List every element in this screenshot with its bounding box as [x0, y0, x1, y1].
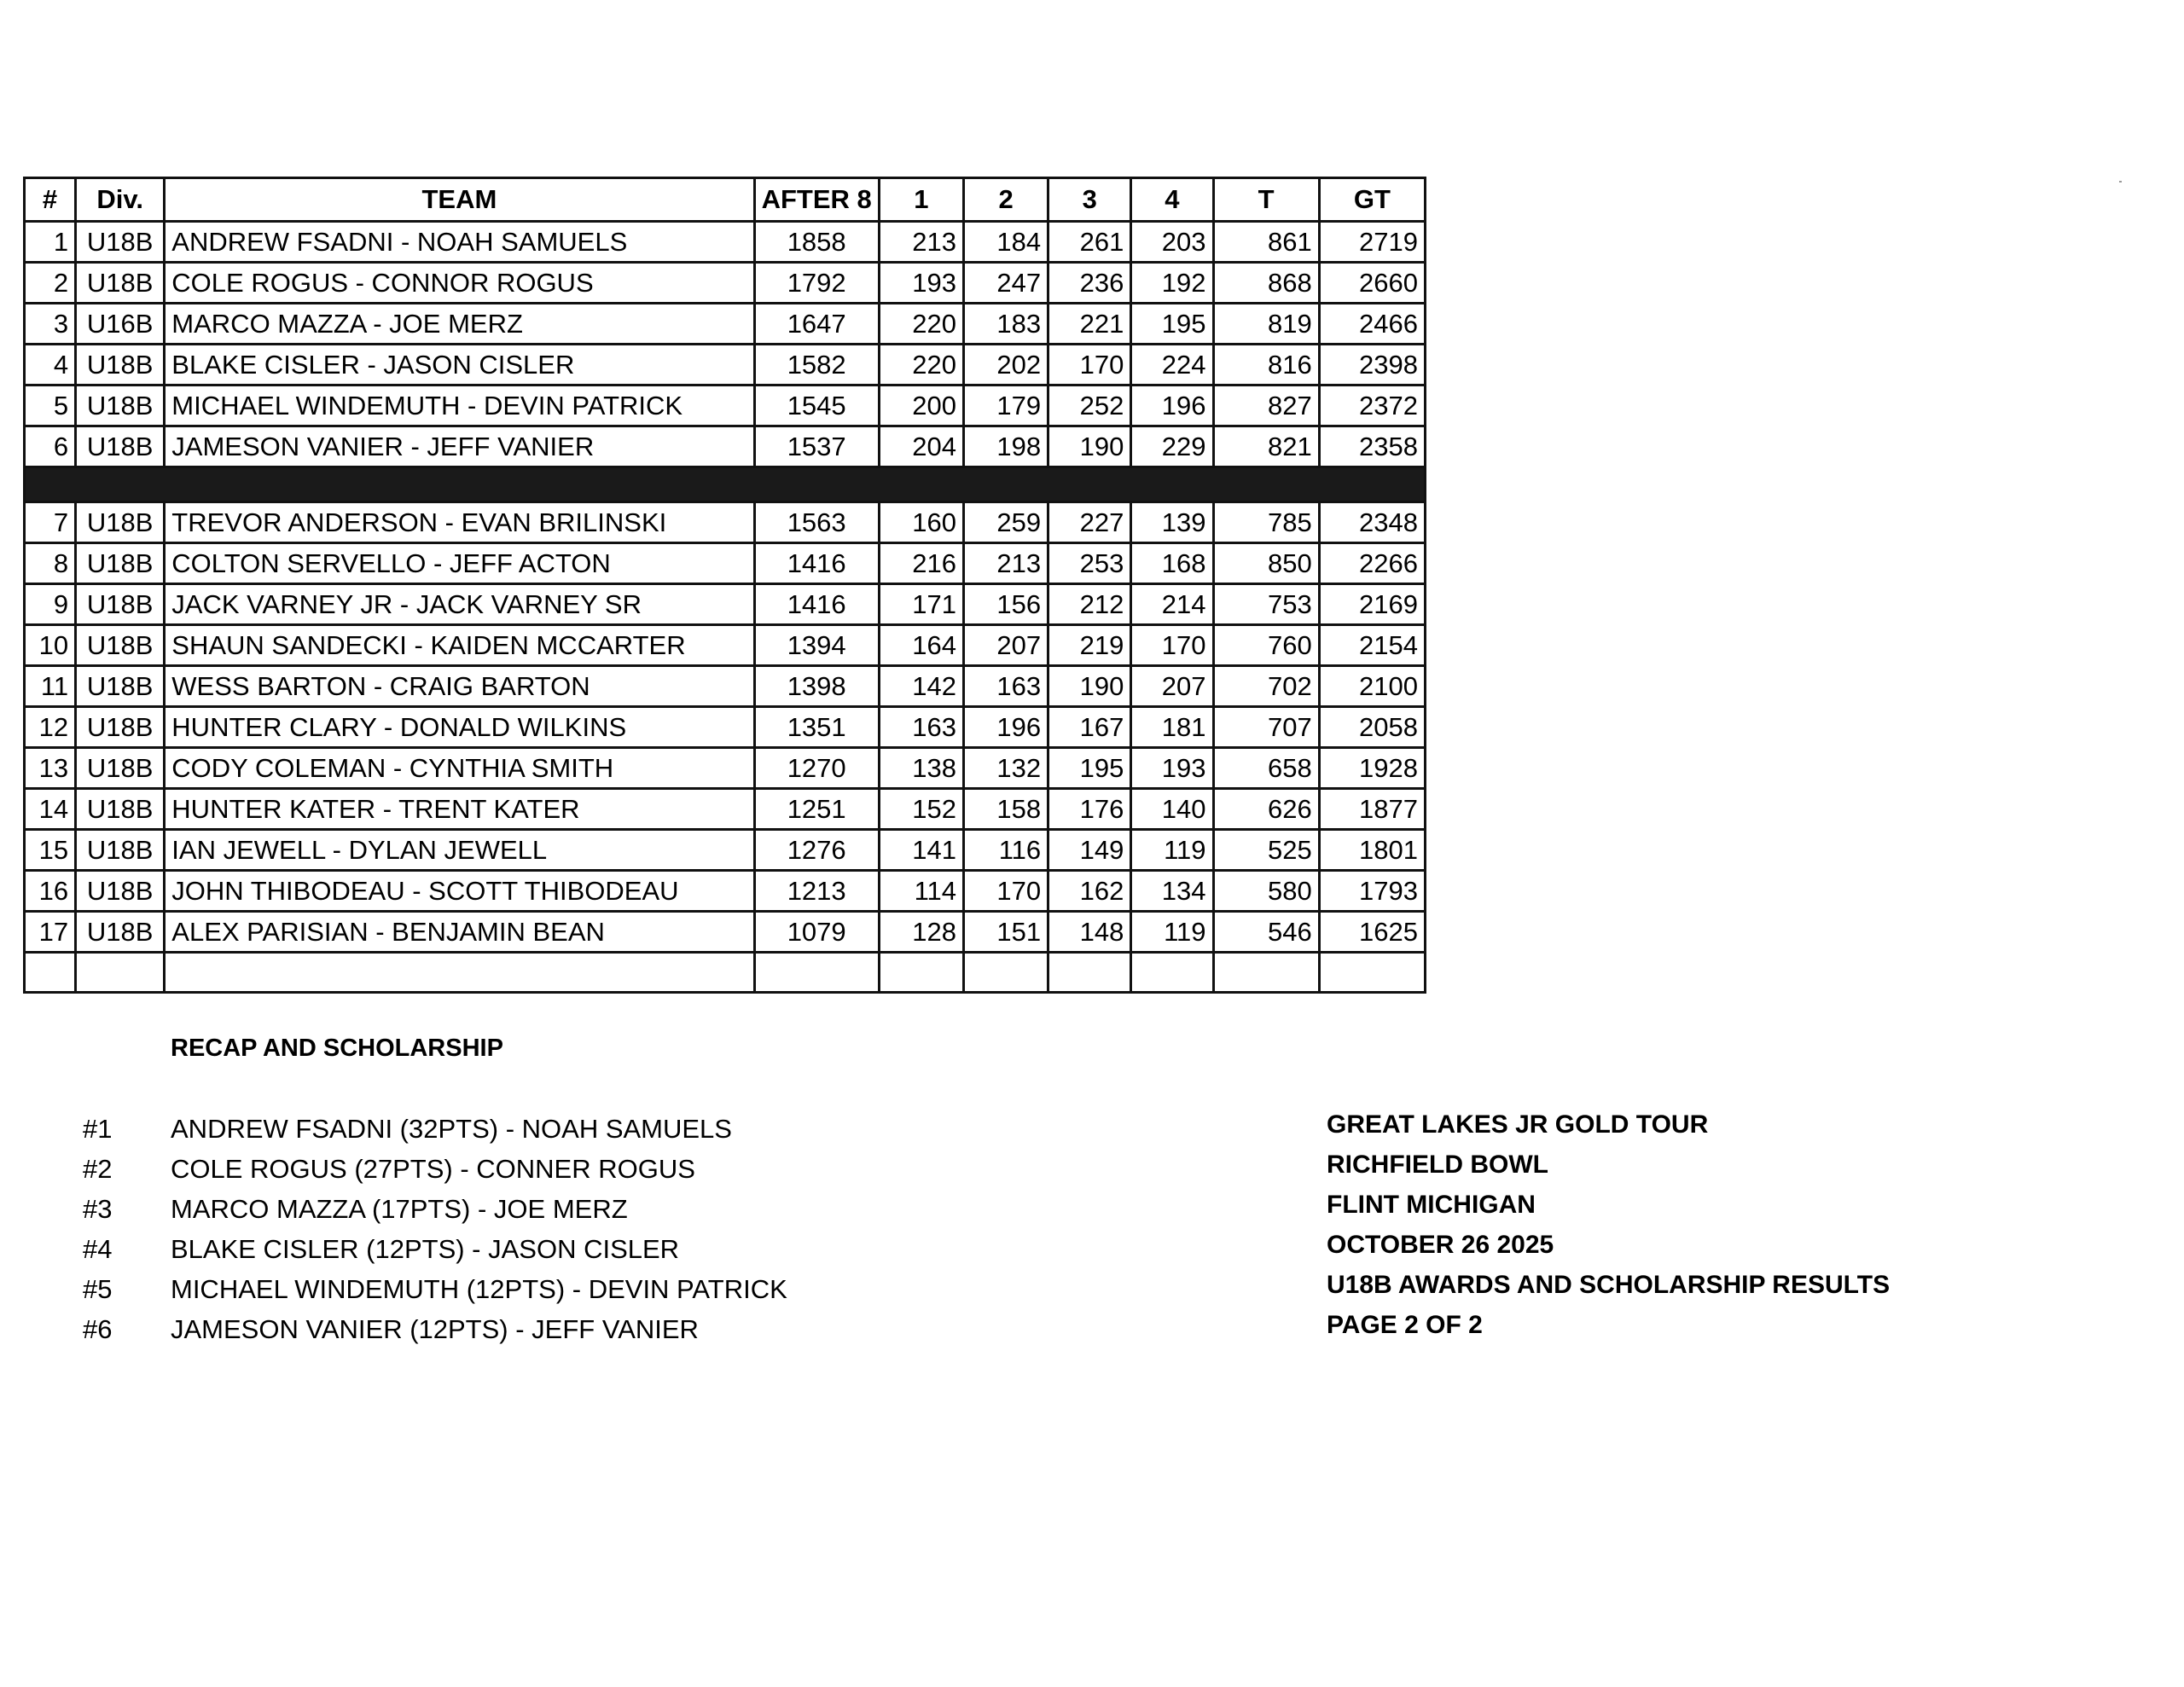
recap-rank: #2: [83, 1153, 113, 1184]
cell-rank: 16: [25, 871, 76, 912]
blank-row: [25, 953, 1426, 993]
table-row: [25, 830, 1426, 871]
cell-total: 753: [1213, 584, 1319, 625]
cell-game-1: 213: [879, 222, 963, 263]
cell-game-4: 134: [1131, 871, 1213, 912]
recap-text: ANDREW FSADNI (32PTS) - NOAH SAMUELS: [171, 1113, 732, 1144]
recap-text: MICHAEL WINDEMUTH (12PTS) - DEVIN PATRICK: [171, 1273, 787, 1304]
cell-game-3: 190: [1048, 426, 1131, 467]
cell-division: U18B: [76, 584, 165, 625]
cell-total: 819: [1213, 304, 1319, 345]
cell-rank: 10: [25, 625, 76, 666]
cell-total: 707: [1213, 707, 1319, 748]
cell-division: U18B: [76, 426, 165, 467]
cell-game-2: 132: [963, 748, 1048, 789]
cell-division: U18B: [76, 707, 165, 748]
cell-after-8: 1251: [754, 789, 879, 830]
cell-rank: 7: [25, 502, 76, 543]
cell-rank: 2: [25, 263, 76, 304]
page-number: PAGE 2 OF 2: [1327, 1310, 1483, 1339]
header-grand-total: GT: [1319, 178, 1425, 222]
recap-list: [83, 1109, 787, 1349]
cell-after-8: 1351: [754, 707, 879, 748]
cell-game-4: 140: [1131, 789, 1213, 830]
cell-grand-total: 1793: [1319, 871, 1425, 912]
table-row: [25, 707, 1426, 748]
cell-after-8: 1079: [754, 912, 879, 953]
cell-game-2: 163: [963, 666, 1048, 707]
cell-rank: 1: [25, 222, 76, 263]
cell-grand-total: 2058: [1319, 707, 1425, 748]
header-after-8: AFTER 8: [754, 178, 879, 222]
cell-team: HUNTER CLARY - DONALD WILKINS: [165, 707, 754, 748]
cell-game-2: 202: [963, 345, 1048, 386]
cell-division: U18B: [76, 543, 165, 584]
cell-team: COLTON SERVELLO - JEFF ACTON: [165, 543, 754, 584]
event-location: FLINT MICHIGAN: [1327, 1190, 1536, 1219]
table-row: [25, 426, 1426, 467]
table-row: [25, 543, 1426, 584]
cell-game-2: 179: [963, 386, 1048, 426]
cell-division: U18B: [76, 830, 165, 871]
event-subtitle: U18B AWARDS AND SCHOLARSHIP RESULTS: [1327, 1270, 1891, 1299]
recap-rank: #3: [83, 1193, 113, 1224]
table-row: [25, 386, 1426, 426]
header-game-1: 1: [879, 178, 963, 222]
cell-after-8: 1398: [754, 666, 879, 707]
cell-game-3: 227: [1048, 502, 1131, 543]
cell-grand-total: 2348: [1319, 502, 1425, 543]
cell-game-1: 142: [879, 666, 963, 707]
cell-game-4: 192: [1131, 263, 1213, 304]
recap-text: BLAKE CISLER (12PTS) - JASON CISLER: [171, 1233, 680, 1264]
cell-team: IAN JEWELL - DYLAN JEWELL: [165, 830, 754, 871]
cell-game-2: 198: [963, 426, 1048, 467]
cell-game-2: 196: [963, 707, 1048, 748]
cell-after-8: 1563: [754, 502, 879, 543]
cell-team: JOHN THIBODEAU - SCOTT THIBODEAU: [165, 871, 754, 912]
blank-cell: [25, 953, 76, 993]
cell-game-1: 128: [879, 912, 963, 953]
header-game-2: 2: [963, 178, 1048, 222]
cell-game-1: 152: [879, 789, 963, 830]
recap-item: [83, 1229, 787, 1269]
table-row: [25, 222, 1426, 263]
cell-total: 525: [1213, 830, 1319, 871]
cell-after-8: 1270: [754, 748, 879, 789]
cell-total: 850: [1213, 543, 1319, 584]
cell-game-4: 207: [1131, 666, 1213, 707]
cell-game-4: 168: [1131, 543, 1213, 584]
cell-game-3: 221: [1048, 304, 1131, 345]
cell-game-2: 184: [963, 222, 1048, 263]
header-team: TEAM: [165, 178, 754, 222]
recap-text: MARCO MAZZA (17PTS) - JOE MERZ: [171, 1193, 628, 1224]
event-info: [1327, 1104, 1890, 1345]
cell-game-2: 213: [963, 543, 1048, 584]
cell-division: U18B: [76, 263, 165, 304]
cell-rank: 3: [25, 304, 76, 345]
cell-grand-total: 2719: [1319, 222, 1425, 263]
cell-division: U18B: [76, 912, 165, 953]
blank-cell: [1048, 953, 1131, 993]
cell-game-1: 164: [879, 625, 963, 666]
cell-rank: 17: [25, 912, 76, 953]
cell-rank: 12: [25, 707, 76, 748]
cell-team: COLE ROGUS - CONNOR ROGUS: [165, 263, 754, 304]
cell-division: U18B: [76, 625, 165, 666]
cell-team: MARCO MAZZA - JOE MERZ: [165, 304, 754, 345]
cell-division: U18B: [76, 386, 165, 426]
cell-team: BLAKE CISLER - JASON CISLER: [165, 345, 754, 386]
cell-grand-total: 2266: [1319, 543, 1425, 584]
recap-rank: #5: [83, 1273, 113, 1304]
cell-team: ALEX PARISIAN - BENJAMIN BEAN: [165, 912, 754, 953]
table-row: [25, 304, 1426, 345]
cell-rank: 6: [25, 426, 76, 467]
header-total: T: [1213, 178, 1319, 222]
table-row: [25, 912, 1426, 953]
cell-game-1: 138: [879, 748, 963, 789]
cell-game-3: 149: [1048, 830, 1131, 871]
cell-division: U18B: [76, 748, 165, 789]
table-row: [25, 748, 1426, 789]
cell-team: HUNTER KATER - TRENT KATER: [165, 789, 754, 830]
event-venue: RICHFIELD BOWL: [1327, 1150, 1548, 1179]
cell-after-8: 1792: [754, 263, 879, 304]
cell-game-3: 190: [1048, 666, 1131, 707]
cell-game-3: 170: [1048, 345, 1131, 386]
cell-game-3: 195: [1048, 748, 1131, 789]
cell-total: 580: [1213, 871, 1319, 912]
cell-game-3: 261: [1048, 222, 1131, 263]
cell-team: JACK VARNEY JR - JACK VARNEY SR: [165, 584, 754, 625]
cell-game-1: 200: [879, 386, 963, 426]
cell-after-8: 1416: [754, 543, 879, 584]
cell-after-8: 1416: [754, 584, 879, 625]
cell-grand-total: 1928: [1319, 748, 1425, 789]
cell-rank: 13: [25, 748, 76, 789]
cut-line-row: [25, 467, 1426, 502]
table-row: [25, 584, 1426, 625]
cell-after-8: 1276: [754, 830, 879, 871]
table-body-top: [25, 222, 1426, 467]
cell-game-1: 141: [879, 830, 963, 871]
cell-grand-total: 2100: [1319, 666, 1425, 707]
recap-item: [83, 1109, 787, 1149]
cell-division: U18B: [76, 502, 165, 543]
recap-item: [83, 1189, 787, 1229]
cell-game-2: 116: [963, 830, 1048, 871]
cell-game-1: 204: [879, 426, 963, 467]
blank-cell: [76, 953, 165, 993]
cell-game-3: 167: [1048, 707, 1131, 748]
cell-game-3: 252: [1048, 386, 1131, 426]
cell-game-1: 171: [879, 584, 963, 625]
cell-game-3: 219: [1048, 625, 1131, 666]
cell-team: WESS BARTON - CRAIG BARTON: [165, 666, 754, 707]
cell-division: U18B: [76, 666, 165, 707]
cell-division: U16B: [76, 304, 165, 345]
blank-cell: [1131, 953, 1213, 993]
table-row: [25, 666, 1426, 707]
blank-cell: [1213, 953, 1319, 993]
cell-game-2: 247: [963, 263, 1048, 304]
cell-rank: 4: [25, 345, 76, 386]
cell-total: 785: [1213, 502, 1319, 543]
cell-team: TREVOR ANDERSON - EVAN BRILINSKI: [165, 502, 754, 543]
cell-after-8: 1213: [754, 871, 879, 912]
cell-grand-total: 1625: [1319, 912, 1425, 953]
recap-item: [83, 1269, 787, 1309]
table-body-bottom: [25, 502, 1426, 953]
cell-game-1: 163: [879, 707, 963, 748]
recap-item: [83, 1309, 787, 1349]
cell-total: 868: [1213, 263, 1319, 304]
cell-division: U18B: [76, 345, 165, 386]
table-blank: [25, 953, 1426, 993]
cell-game-1: 220: [879, 304, 963, 345]
cell-game-4: 193: [1131, 748, 1213, 789]
cell-game-1: 114: [879, 871, 963, 912]
blank-cell: [1319, 953, 1425, 993]
cell-game-3: 212: [1048, 584, 1131, 625]
cell-game-4: 170: [1131, 625, 1213, 666]
cell-game-3: 236: [1048, 263, 1131, 304]
cell-rank: 8: [25, 543, 76, 584]
cell-team: MICHAEL WINDEMUTH - DEVIN PATRICK: [165, 386, 754, 426]
event-date: OCTOBER 26 2025: [1327, 1230, 1554, 1259]
blank-cell: [754, 953, 879, 993]
recap-text: JAMESON VANIER (12PTS) - JEFF VANIER: [171, 1313, 699, 1344]
cell-division: U18B: [76, 222, 165, 263]
blank-cell: [165, 953, 754, 993]
cell-game-4: 181: [1131, 707, 1213, 748]
cell-game-4: 224: [1131, 345, 1213, 386]
cell-game-1: 216: [879, 543, 963, 584]
cell-team: CODY COLEMAN - CYNTHIA SMITH: [165, 748, 754, 789]
recap-rank: #4: [83, 1233, 113, 1264]
cell-game-2: 170: [963, 871, 1048, 912]
cell-rank: 5: [25, 386, 76, 426]
cell-total: 827: [1213, 386, 1319, 426]
cut-line-bar: [25, 467, 1426, 502]
cell-game-2: 158: [963, 789, 1048, 830]
cell-rank: 9: [25, 584, 76, 625]
cell-total: 658: [1213, 748, 1319, 789]
table-row: [25, 263, 1426, 304]
table-row: [25, 502, 1426, 543]
cell-game-4: 203: [1131, 222, 1213, 263]
cell-game-2: 183: [963, 304, 1048, 345]
table-header-row: [25, 178, 1426, 222]
results-table: [23, 177, 1426, 994]
cell-team: ANDREW FSADNI - NOAH SAMUELS: [165, 222, 754, 263]
cell-grand-total: 2466: [1319, 304, 1425, 345]
recap-text: COLE ROGUS (27PTS) - CONNER ROGUS: [171, 1153, 695, 1184]
cell-game-4: 139: [1131, 502, 1213, 543]
cell-total: 546: [1213, 912, 1319, 953]
cell-game-4: 119: [1131, 912, 1213, 953]
cell-game-4: 214: [1131, 584, 1213, 625]
cell-grand-total: 2358: [1319, 426, 1425, 467]
cell-grand-total: 1877: [1319, 789, 1425, 830]
cell-division: U18B: [76, 789, 165, 830]
event-tour-name: GREAT LAKES JR GOLD TOUR: [1327, 1110, 1709, 1139]
cell-game-4: 195: [1131, 304, 1213, 345]
table-row: [25, 625, 1426, 666]
scan-speck: [2119, 181, 2122, 183]
cell-grand-total: 2169: [1319, 584, 1425, 625]
recap-heading: RECAP AND SCHOLARSHIP: [171, 1035, 503, 1062]
cell-team: SHAUN SANDECKI - KAIDEN MCCARTER: [165, 625, 754, 666]
header-game-3: 3: [1048, 178, 1131, 222]
cell-game-3: 253: [1048, 543, 1131, 584]
cell-after-8: 1582: [754, 345, 879, 386]
recap-rank: #6: [83, 1313, 113, 1344]
table-row: [25, 789, 1426, 830]
cell-game-4: 196: [1131, 386, 1213, 426]
cell-division: U18B: [76, 871, 165, 912]
header-game-4: 4: [1131, 178, 1213, 222]
header-rank: #: [25, 178, 76, 222]
cell-game-1: 160: [879, 502, 963, 543]
cell-game-3: 176: [1048, 789, 1131, 830]
cell-after-8: 1394: [754, 625, 879, 666]
cell-grand-total: 2154: [1319, 625, 1425, 666]
blank-cell: [879, 953, 963, 993]
cell-game-1: 193: [879, 263, 963, 304]
cell-game-2: 156: [963, 584, 1048, 625]
cell-game-2: 207: [963, 625, 1048, 666]
cell-after-8: 1545: [754, 386, 879, 426]
blank-cell: [963, 953, 1048, 993]
cell-rank: 11: [25, 666, 76, 707]
recap-rank: #1: [83, 1113, 113, 1144]
cell-game-2: 259: [963, 502, 1048, 543]
cell-game-3: 162: [1048, 871, 1131, 912]
cell-rank: 14: [25, 789, 76, 830]
cut-line: [25, 467, 1426, 502]
table-row: [25, 871, 1426, 912]
cell-total: 861: [1213, 222, 1319, 263]
cell-grand-total: 2660: [1319, 263, 1425, 304]
cell-total: 821: [1213, 426, 1319, 467]
cell-game-4: 119: [1131, 830, 1213, 871]
cell-grand-total: 2398: [1319, 345, 1425, 386]
cell-game-1: 220: [879, 345, 963, 386]
cell-after-8: 1647: [754, 304, 879, 345]
cell-game-3: 148: [1048, 912, 1131, 953]
cell-after-8: 1858: [754, 222, 879, 263]
cell-total: 760: [1213, 625, 1319, 666]
cell-total: 626: [1213, 789, 1319, 830]
cell-after-8: 1537: [754, 426, 879, 467]
recap-item: [83, 1149, 787, 1189]
table-row: [25, 345, 1426, 386]
cell-rank: 15: [25, 830, 76, 871]
cell-game-4: 229: [1131, 426, 1213, 467]
cell-grand-total: 1801: [1319, 830, 1425, 871]
cell-game-2: 151: [963, 912, 1048, 953]
cell-team: JAMESON VANIER - JEFF VANIER: [165, 426, 754, 467]
cell-grand-total: 2372: [1319, 386, 1425, 426]
cell-total: 702: [1213, 666, 1319, 707]
cell-total: 816: [1213, 345, 1319, 386]
header-division: Div.: [76, 178, 165, 222]
